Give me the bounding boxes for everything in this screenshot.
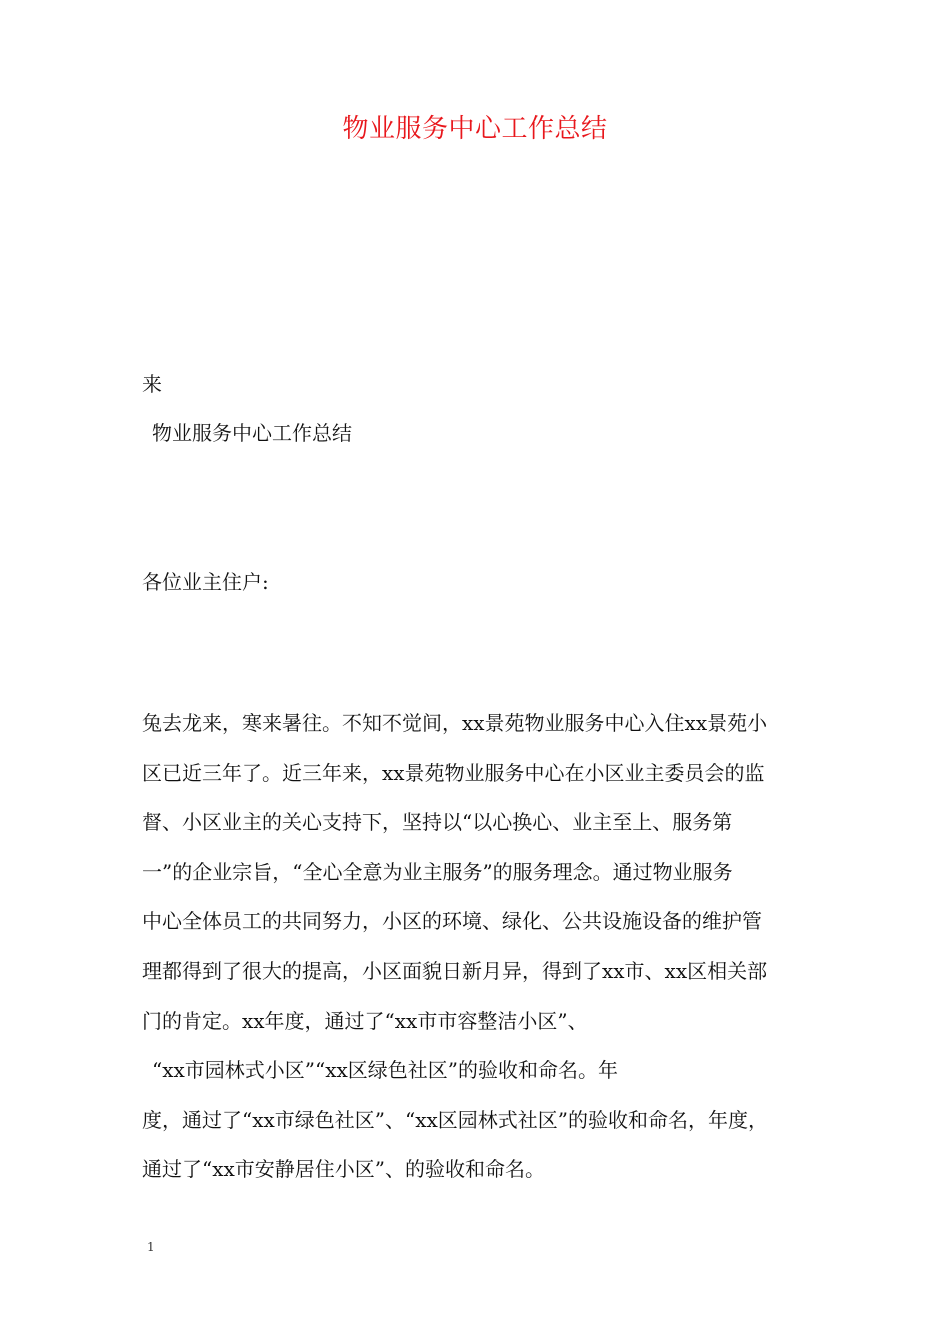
body-line: 一”的企业宗旨，“全心全意为业主服务”的服务理念。通过物业服务 [142,859,733,884]
body-line: 区已近三年了。近三年来，xx景苑物业服务中心在小区业主委员会的监 [142,760,765,785]
document-title: 物业服务中心工作总结 [342,114,608,144]
body-line: 督、小区业主的关心支持下，坚持以“以心换心、业主至上、服务第 [142,810,733,835]
page-number: 1 [147,1240,155,1254]
document-subtitle: 物业服务中心工作总结 [152,421,352,445]
body-line: 兔去龙来，寒来暑往。不知不觉间，xx景苑物业服务中心入住xx景苑小 [142,711,768,735]
first-line-text: 来 [142,372,162,396]
greeting-line: 各位业主住户: [142,570,269,594]
body-line: 理都得到了很大的提高，小区面貌日新月异，得到了xx市、xx区相关部 [142,958,768,983]
body-line: 通过了“xx市安静居住小区”、的验收和命名。 [142,1157,546,1182]
body-line: “xx市园林式小区”“xx区绿色社区”的验收和命名。年 [152,1058,619,1083]
body-paragraph [142,709,822,1205]
body-line: 度，通过了“xx市绿色社区”、“xx区园林式社区”的验收和命名，年度， [142,1107,769,1132]
body-line: 中心全体员工的共同努力，小区的环境、绿化、公共设施设备的维护管 [142,909,762,934]
body-line: 门的肯定。xx年度，通过了“xx市市容整洁小区”、 [142,1008,588,1033]
